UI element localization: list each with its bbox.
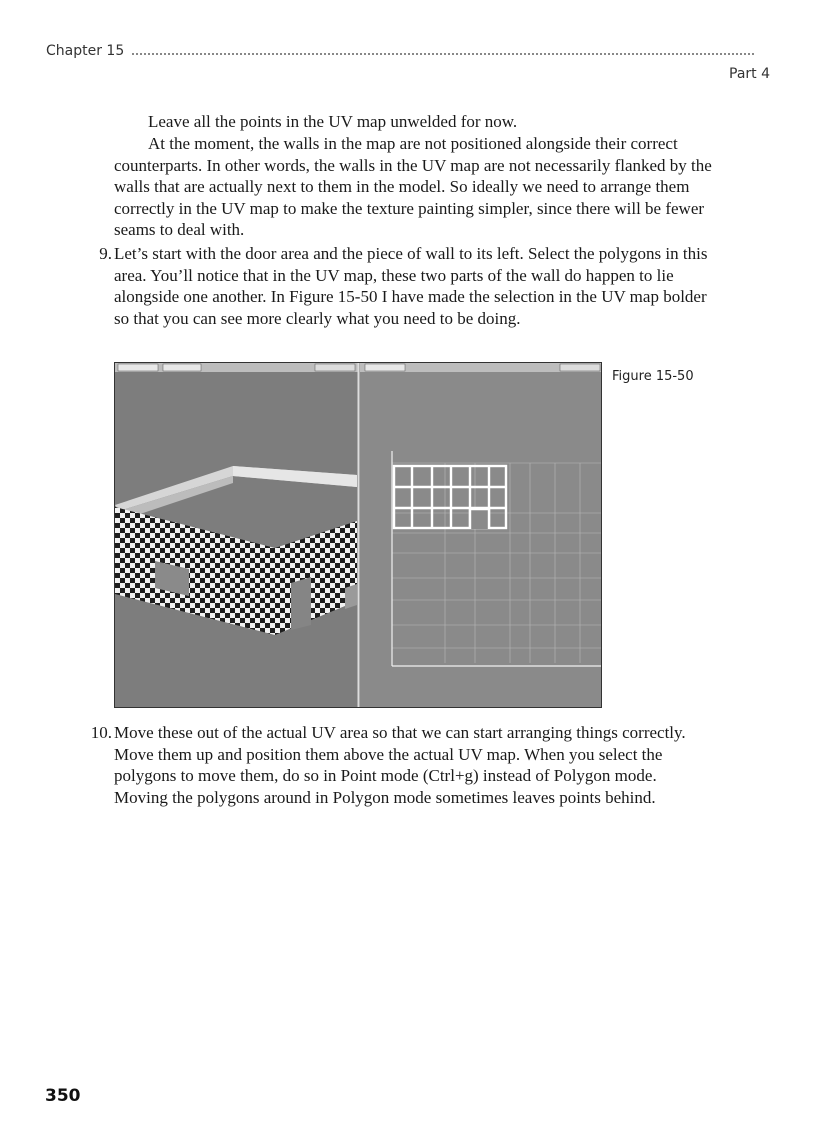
- running-head-dotted-rule: [132, 37, 754, 55]
- step-10-text: Move these out of the actual UV area so that we can start arranging things correctly. Move them up and position them above the actual UV map. When you select the polygons to move them, do so in Point mode (Ctrl+g) instead of Polygon mode. Moving the polygons around in Polygon mode sometimes leaves points behind.: [114, 723, 686, 807]
- step-9-text: Let’s start with the door area and the piece of wall to its left. Select the polygons in this area. You’ll notice that in the UV map, these two parts of the wall do happen to lie alongside one another. In Figure 15-50 I have made the selection in the UV map bolder so that you can see more clearly what you need to be doing.: [114, 244, 708, 328]
- paragraph-walls-arrangement: At the moment, the walls in the map are not positioned alongside their correct counterparts. In other words, the walls in the UV map are not necessarily flanked by the walls that are actually next to them in the model. So ideally we need to arrange them correctly in the UV map to make the texture painting simpler, since there will be fewer seams to deal with.: [114, 134, 712, 240]
- step-9-number: 9.: [99, 244, 112, 263]
- running-head-chapter: Chapter 15: [46, 43, 125, 59]
- running-head-part: Part 4: [729, 66, 770, 82]
- step-10-number: 10.: [90, 723, 112, 742]
- right-viewport-view-dropdown: [365, 364, 405, 371]
- paragraph-unwelded: Leave all the points in the UV map unwelded for now.: [148, 112, 518, 131]
- uv-notch: [470, 509, 488, 529]
- page-number: 350: [45, 1086, 81, 1106]
- step-9: [78, 243, 714, 329]
- left-viewport-controls: [315, 364, 355, 371]
- right-viewport: [360, 372, 602, 708]
- right-viewport-controls: [560, 364, 600, 371]
- modeler-screenshot: [115, 363, 602, 708]
- left-viewport-mode-dropdown: [163, 364, 201, 371]
- figure-15-50-screenshot: [114, 362, 602, 708]
- step-10: [78, 722, 714, 808]
- figure-caption: Figure 15-50: [612, 369, 694, 384]
- left-viewport-view-dropdown: [118, 364, 158, 371]
